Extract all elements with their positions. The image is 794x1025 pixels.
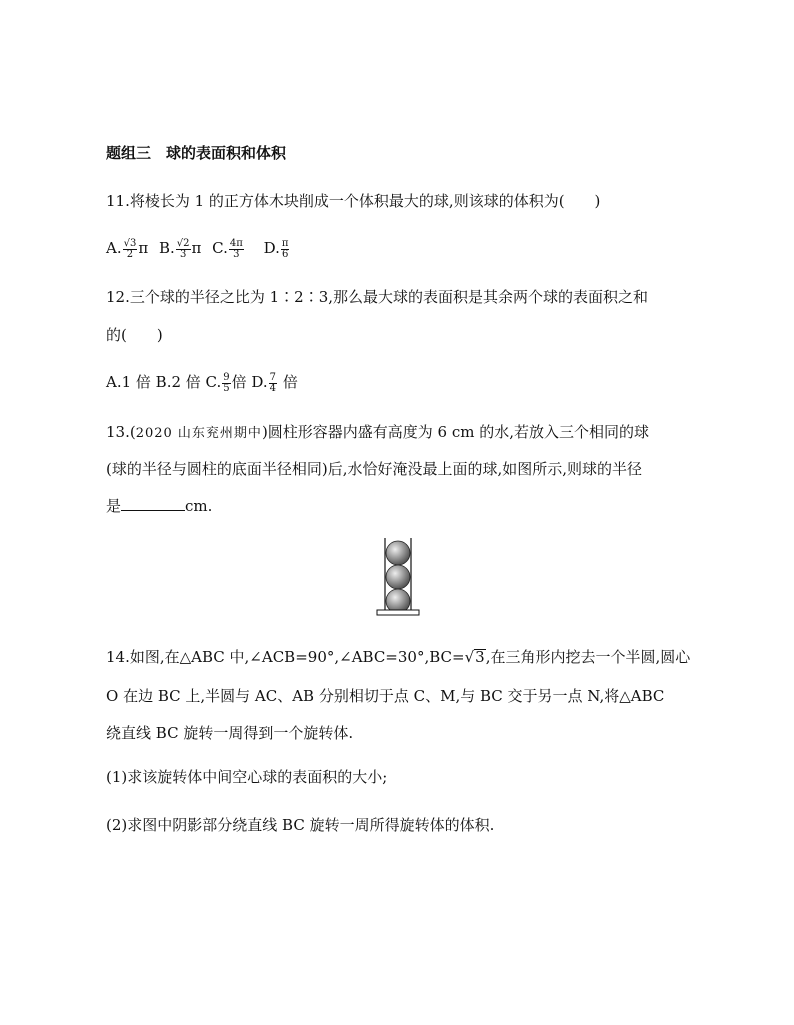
q13-source: 2020 山东兖州期中	[135, 426, 262, 441]
q11-option-b-den: 3	[179, 248, 187, 260]
q13-line2: (球的半径与圆柱的底面半径相同)后,水恰好淹没最上面的球,如图所示,则球的半径	[106, 460, 643, 478]
q12-options-ab: A.1 倍 B.2 倍 C.	[106, 373, 222, 391]
q11-option-b-frac	[176, 239, 191, 260]
ball-bottom	[386, 589, 410, 613]
q11-option-d	[263, 237, 291, 260]
q12-options	[106, 366, 298, 398]
q11-option-a-num: √3	[123, 237, 137, 249]
q11-option-a-suffix: π	[138, 239, 149, 257]
q14-line2: O 在边 BC 上,半圆与 AC、AB 分别相切于点 C、M,与 BC 交于另一点 N,将△ABC	[106, 687, 665, 705]
q14-sqrt-value: 3	[475, 648, 485, 666]
q14-line1	[106, 647, 690, 667]
q12-option-d-num: 7	[269, 371, 277, 383]
q11-option-b-num: √2	[176, 237, 190, 249]
q11-option-d-frac	[281, 239, 290, 260]
q14-part2: (2)求图中阴影部分绕直线 BC 旋转一周所得旋转体的体积.	[106, 816, 495, 834]
q14-line1-pre: 14.如图,在△ABC 中,∠ACB=90°,∠ABC=30°,BC=	[106, 648, 465, 666]
q11-option-c-frac	[229, 239, 244, 260]
q11-option-a-den: 2	[126, 248, 134, 260]
q14-line1-post: ,在三角形内挖去一个半圆,圆心	[485, 648, 691, 666]
q12-stem-line2: 的( )	[106, 326, 163, 344]
section-title: 题组三 球的表面积和体积	[106, 144, 287, 162]
q11-option-b-label: B.	[158, 239, 175, 257]
q11-option-a	[106, 237, 153, 260]
q13-line3-pre: 是	[106, 497, 122, 515]
q12-options-end: 倍	[282, 373, 298, 391]
q11-option-c-num: 4π	[229, 237, 243, 249]
q14-sqrt: √3	[464, 648, 485, 666]
cylinder-figure	[376, 536, 420, 620]
q11-option-b-suffix: π	[191, 239, 202, 257]
q11-option-a-frac	[123, 239, 138, 260]
q12-options-mid: 倍 D.	[231, 373, 268, 391]
q11-option-d-label: D.	[263, 239, 280, 257]
q11-option-d-den: 6	[281, 248, 289, 260]
q11-option-c-label: C.	[212, 239, 228, 257]
q11-option-c	[212, 237, 249, 260]
q13-prefix: 13.(	[106, 423, 136, 441]
q11-option-d-num: π	[281, 237, 289, 249]
ball-middle	[386, 565, 410, 589]
q11-option-a-label: A.	[106, 239, 122, 257]
q13-line3-post: cm.	[185, 497, 213, 515]
q14-line3: 绕直线 BC 旋转一周得到一个旋转体.	[106, 724, 354, 742]
q12-stem-line1: 12.三个球的半径之比为 1∶2∶3,那么最大球的表面积是其余两个球的表面积之和	[106, 288, 649, 306]
q13-line1	[106, 422, 649, 444]
q11-option-b	[158, 237, 206, 260]
q13-line1-rest: )圆柱形容器内盛有高度为 6 cm 的水,若放入三个相同的球	[261, 423, 650, 441]
q13-answer-blank[interactable]	[121, 496, 185, 511]
cylinder-base	[377, 610, 419, 615]
q11-options	[106, 232, 290, 264]
q13-line3	[106, 496, 212, 516]
q11-stem: 11.将棱长为 1 的正方体木块削成一个体积最大的球,则该球的体积为( )	[106, 192, 601, 210]
q12-option-c-num: 9	[223, 371, 230, 383]
q12-option-d-frac	[269, 373, 277, 394]
ball-top	[386, 541, 410, 565]
cylinder-svg	[376, 536, 420, 616]
q12-option-c-frac	[222, 373, 230, 394]
q14-part1: (1)求该旋转体中间空心球的表面积的大小;	[106, 768, 388, 786]
q11-option-c-den: 3	[233, 248, 240, 260]
q12-option-d-den: 4	[269, 382, 277, 394]
q12-option-c-den: 5	[223, 382, 230, 394]
